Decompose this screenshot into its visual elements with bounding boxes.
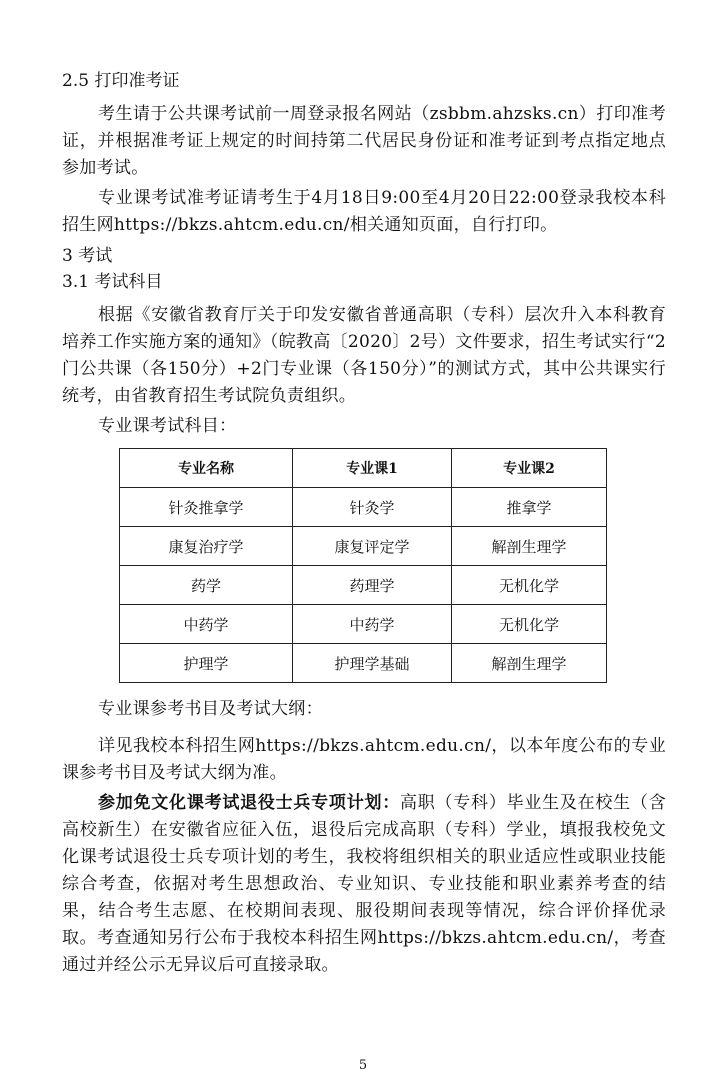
- table-cell: 解剖生理学: [452, 644, 607, 683]
- section-heading-2-5: 2.5 打印准考证: [62, 71, 180, 91]
- table-cell: 药理学: [293, 566, 452, 605]
- section-heading-3-1: 3.1 考试科目: [62, 272, 163, 292]
- subjects-table: [119, 448, 607, 683]
- subjects-label: 专业课考试科目：: [98, 416, 237, 436]
- references-label: 专业课参考书目及考试大纲：: [98, 699, 323, 719]
- table-cell: 针灸学: [293, 488, 452, 527]
- table-cell: 康复评定学: [293, 527, 452, 566]
- paragraph-professional-ticket: 专业课考试准考证请考生于4月18日9:00至4月20日22:00登录我校本科招生网https://bkzs.ahtcm.edu.cn/相关通知页面，自行打印。: [62, 188, 666, 235]
- column-header: 专业课2: [452, 449, 607, 488]
- table-header-row: [120, 449, 607, 488]
- paragraph-references: 详见我校本科招生网https://bkzs.ahtcm.edu.cn/，以本年度公布的专业课参考书目及考试大纲为准。: [62, 736, 666, 783]
- table-row: [120, 566, 607, 605]
- table-cell: 中药学: [120, 605, 293, 644]
- table-cell: 护理学: [120, 644, 293, 683]
- table-row: [120, 527, 607, 566]
- page-number: 5: [358, 1058, 368, 1073]
- veteran-plan-text: 高职（专科）毕业生及在校生（含高校新生）在安徽省应征入伍，退役后完成高职（专科）学业，填报我校免文化课考试退役士兵专项计划的考生，我校将组织相关的职业适应性或职业技能综合考查，依据对考生思想政治、专业知识、专业技能和职业素养考查的结果，结合考生志愿、在校期间表现、服役期间表现等情况，综合评价择优录取。考查通知另行公布于我校本科招生网https://bkzs.ahtcm.edu.cn/，考查通过并经公示无异议后可直接录取。: [62, 793, 666, 975]
- column-header: 专业名称: [120, 449, 293, 488]
- table-cell: 解剖生理学: [452, 527, 607, 566]
- paragraph-veteran-plan: [62, 790, 666, 979]
- table-cell: 康复治疗学: [120, 527, 293, 566]
- table-cell: 无机化学: [452, 566, 607, 605]
- table-cell: 药学: [120, 566, 293, 605]
- table-row: [120, 605, 607, 644]
- table-cell: 护理学基础: [293, 644, 452, 683]
- section-heading-3: 3 考试: [62, 246, 113, 266]
- table-cell: 针灸推拿学: [120, 488, 293, 527]
- table-row: [120, 644, 607, 683]
- paragraph-admission-ticket: 考生请于公共课考试前一周登录报名网站（zsbbm.ahzsks.cn）打印准考证，并根据准考证上规定的时间持第二代居民身份证和准考证到考点指定地点参加考试。: [62, 104, 666, 178]
- paragraph-exam-subjects: 根据《安徽省教育厅关于印发安徽省普通高职（专科）层次升入本科教育培养工作实施方案的通知》（皖教高〔2020〕2号）文件要求，招生考试实行“2门公共课（各150分）+2门专业课（各150分）”的测试方式，其中公共课实行统考，由省教育招生考试院负责组织。: [62, 305, 666, 406]
- table-cell: 中药学: [293, 605, 452, 644]
- table-cell: 推拿学: [452, 488, 607, 527]
- veteran-plan-title: 参加免文化课考试退役士兵专项计划：: [98, 793, 400, 813]
- table-row: [120, 488, 607, 527]
- table-cell: 无机化学: [452, 605, 607, 644]
- column-header: 专业课1: [293, 449, 452, 488]
